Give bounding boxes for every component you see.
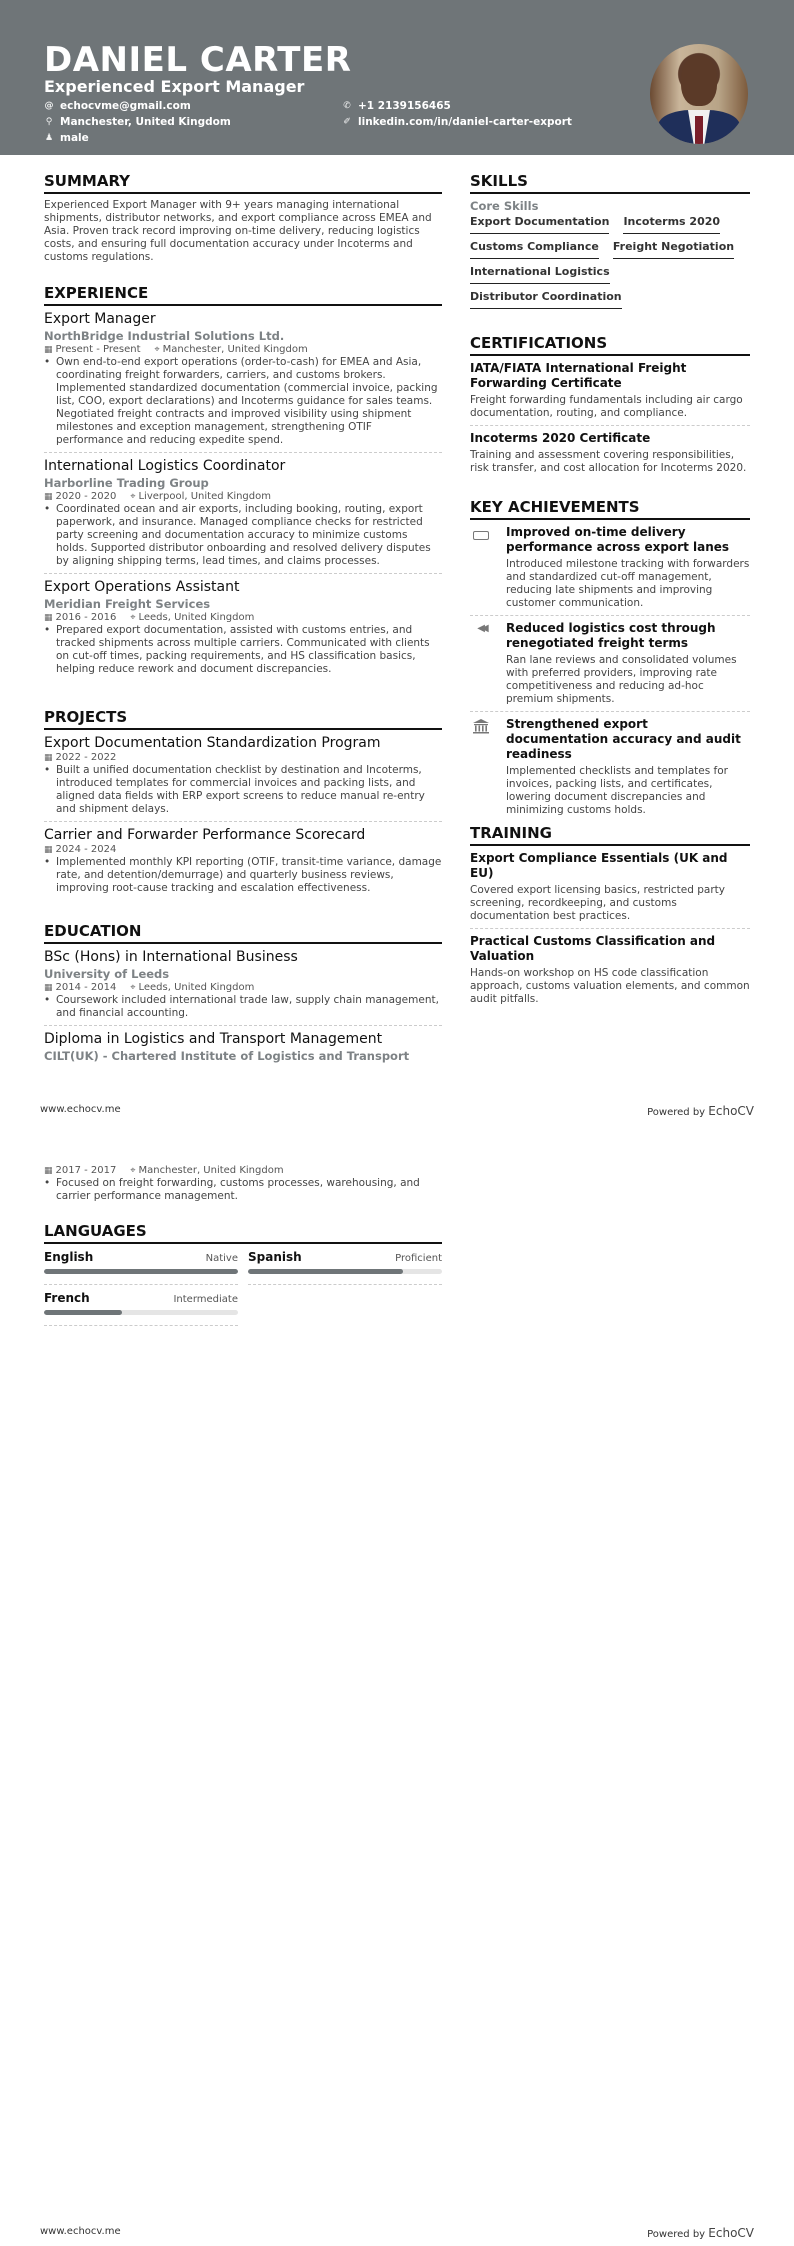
phone-value[interactable]: +1 2139156465	[358, 100, 451, 112]
footer-powered-by: Powered by EchoCV	[647, 1104, 754, 1118]
entry-location: Leeds, United Kingdom	[138, 612, 255, 623]
training-desc: Covered export licensing basics, restricted party screening, recordkeeping, and customs documentation best practices.	[470, 884, 725, 922]
map-pin-icon: ⌖	[154, 345, 160, 355]
entry-meta	[44, 344, 442, 355]
divider	[44, 452, 442, 453]
education-entry-continued	[44, 1164, 442, 1203]
divider	[44, 1325, 238, 1326]
entry-bullet: • Prepared export documentation, assisted with customs entries, and tracked shipments across multiple carriers. Communicated with clients on cut-off times, packing requirements, and HS classification basics, helping reduce rework and document discrepancies.	[44, 624, 430, 675]
section-heading: SUMMARY	[44, 172, 442, 194]
section-heading: TRAINING	[470, 824, 750, 846]
calendar-icon: ▦	[44, 492, 53, 502]
summary-text: Experienced Export Manager with 9+ years managing international shipments, distributor networks, and export compliance across EMEA and Asia. Proven track record improving on-time delivery, reducing logistics costs, and ensuring full documentation accuracy under Incoterms and customs regulations.	[44, 199, 432, 263]
language-item	[44, 1285, 238, 1326]
entry-dates: 2024 - 2024	[55, 844, 117, 855]
achievement-desc: Ran lane reviews and consolidated volumes with preferred providers, improving rate competitiveness and reducing ad-hoc premium shipments.	[506, 654, 737, 705]
language-level: Proficient	[395, 1253, 442, 1264]
training-desc: Hands-on workshop on HS code classification approach, customs valuation elements, and common audit pitfalls.	[470, 967, 750, 1005]
section-heading: SKILLS	[470, 172, 750, 194]
section-heading: LANGUAGES	[44, 1222, 442, 1244]
battery-icon	[470, 525, 492, 610]
achievement-title: Improved on-time delivery performance across export lanes	[506, 525, 730, 554]
entry-bullet: • Built a unified documentation checklist by destination and Incoterms, introduced templates for commercial invoices and packing lists, and aligned data fields with ERP export screens to reduce manual re-entry and shipment delays.	[44, 764, 425, 815]
achievement-entry	[470, 717, 750, 817]
entry-dates: Present - Present	[55, 344, 141, 355]
map-pin-icon: ⌖	[130, 492, 136, 502]
footer-brand[interactable]: EchoCV	[708, 2226, 754, 2240]
calendar-icon: ▦	[44, 845, 53, 855]
at-icon: @	[44, 101, 54, 111]
institution-name: CILT(UK) - Chartered Institute of Logistics and Transport	[44, 1049, 410, 1063]
skill-tag: Export Documentation	[470, 215, 609, 234]
achievements-section	[470, 498, 750, 817]
entry-dates: 2014 - 2014	[55, 982, 117, 993]
contact-phone[interactable]	[342, 100, 451, 112]
entry-location: Manchester, United Kingdom	[162, 344, 308, 355]
footer-site-link[interactable]: www.echocv.me	[40, 1104, 121, 1115]
entry-meta	[44, 752, 442, 763]
language-progress	[44, 1310, 238, 1315]
experience-section	[44, 284, 442, 676]
languages-grid	[44, 1244, 442, 1326]
email-value[interactable]: echocvme@gmail.com	[60, 100, 191, 112]
language-name: English	[44, 1250, 94, 1264]
project-title: Export Documentation Standardization Program	[44, 735, 381, 751]
language-level: Intermediate	[173, 1294, 238, 1305]
rewind-icon: ◀◀	[477, 623, 485, 634]
experience-entry	[44, 458, 442, 574]
link-icon: ✐	[343, 117, 351, 127]
company-name: NorthBridge Industrial Solutions Ltd.	[44, 329, 285, 343]
phone-icon: ✆	[343, 101, 351, 111]
divider	[44, 1025, 442, 1026]
skill-tag: International Logistics	[470, 265, 610, 284]
entry-bullet: • Coursework included international trade law, supply chain management, and financial accounting.	[44, 994, 439, 1019]
entry-meta	[44, 982, 442, 993]
language-progress	[44, 1269, 238, 1274]
entry-location: Manchester, United Kingdom	[138, 1165, 284, 1176]
contact-location	[44, 116, 231, 128]
languages-section	[44, 1222, 442, 1326]
education-entry	[44, 1031, 442, 1063]
section-heading: EXPERIENCE	[44, 284, 442, 306]
experience-entry	[44, 311, 442, 453]
entry-dates: 2017 - 2017	[55, 1165, 117, 1176]
bank-icon	[470, 717, 492, 817]
contact-email[interactable]	[44, 100, 191, 112]
summary-section	[44, 172, 442, 264]
achievement-title: Strengthened export documentation accuracy and audit readiness	[506, 717, 741, 761]
certification-title: Incoterms 2020 Certificate	[470, 431, 651, 445]
education-section	[44, 922, 442, 1063]
certification-entry	[470, 361, 750, 426]
calendar-icon: ▦	[44, 983, 53, 993]
map-pin-icon: ⌖	[130, 613, 136, 623]
projects-section	[44, 708, 442, 895]
company-name: Harborline Trading Group	[44, 476, 209, 490]
training-entry	[470, 934, 750, 1006]
skills-subheading: Core Skills	[470, 199, 539, 213]
certification-desc: Freight forwarding fundamentals including air cargo documentation, routing, and compliance.	[470, 394, 743, 419]
section-heading: EDUCATION	[44, 922, 442, 944]
institution-name: University of Leeds	[44, 967, 170, 981]
resume-header	[0, 0, 794, 155]
skill-tag: Distributor Coordination	[470, 290, 622, 309]
achievement-desc: Implemented checklists and templates for invoices, packing lists, and certificates, lowering document discrepancies and minimizing customs holds.	[506, 765, 728, 816]
map-pin-icon: ⌖	[130, 983, 136, 993]
language-name: French	[44, 1291, 90, 1305]
divider	[470, 711, 750, 712]
candidate-title: Experienced Export Manager	[44, 77, 305, 96]
entry-location: Liverpool, United Kingdom	[138, 491, 271, 502]
training-section	[470, 824, 750, 1006]
project-entry	[44, 735, 442, 822]
language-name: Spanish	[248, 1250, 302, 1264]
experience-entry	[44, 579, 442, 676]
training-title: Practical Customs Classification and Valuation	[470, 934, 716, 963]
calendar-icon: ▦	[44, 1166, 53, 1176]
company-name: Meridian Freight Services	[44, 597, 211, 611]
map-pin-icon: ⚲	[45, 117, 53, 127]
language-progress	[248, 1269, 442, 1274]
contact-gender	[44, 132, 89, 144]
skill-tag: Incoterms 2020	[623, 215, 720, 234]
person-icon: ♟	[44, 133, 54, 143]
entry-meta	[44, 491, 442, 502]
page-footer	[40, 1104, 754, 1118]
language-level: Native	[205, 1253, 238, 1264]
certification-entry	[470, 431, 750, 475]
training-entry	[470, 851, 750, 929]
certification-desc: Training and assessment covering responsibilities, risk transfer, and cost allocation for Incoterms 2020.	[470, 449, 747, 474]
degree-title: Diploma in Logistics and Transport Management	[44, 1031, 383, 1047]
map-pin-icon: ⌖	[130, 1166, 136, 1176]
calendar-icon: ▦	[44, 613, 53, 623]
training-title: Export Compliance Essentials (UK and EU)	[470, 851, 728, 880]
section-heading: PROJECTS	[44, 708, 442, 730]
certifications-section	[470, 334, 750, 475]
footer-powered-by: Powered by EchoCV	[647, 2226, 754, 2240]
achievement-entry	[470, 621, 750, 706]
divider	[44, 821, 442, 822]
divider	[248, 1284, 442, 1285]
footer-brand[interactable]: EchoCV	[708, 1104, 754, 1118]
job-title: International Logistics Coordinator	[44, 458, 286, 474]
divider	[470, 425, 750, 426]
skill-tag: Freight Negotiation	[613, 240, 734, 259]
contact-linkedin[interactable]	[342, 116, 572, 128]
degree-title: BSc (Hons) in International Business	[44, 949, 298, 965]
skill-tag: Customs Compliance	[470, 240, 599, 259]
profile-photo	[650, 44, 748, 144]
achievement-title: Reduced logistics cost through renegotiated freight terms	[506, 621, 716, 650]
entry-location: Leeds, United Kingdom	[138, 982, 255, 993]
entry-bullet: • Implemented monthly KPI reporting (OTIF, transit-time variance, damage rate, and detention/demurrage) and quarterly business reviews, improving root-cause tracking and escalation effectiveness.	[44, 856, 442, 894]
footer-site-link[interactable]: www.echocv.me	[40, 2226, 121, 2237]
language-item	[248, 1244, 442, 1285]
achievement-desc: Introduced milestone tracking with forwarders and standardized cut-off management, reducing late shipments and improving customer communication.	[506, 558, 750, 609]
certification-title: IATA/FIATA International Freight Forwarding Certificate	[470, 361, 687, 390]
divider	[470, 928, 750, 929]
entry-dates: 2020 - 2020	[55, 491, 117, 502]
section-heading: KEY ACHIEVEMENTS	[470, 498, 750, 520]
entry-dates: 2022 - 2022	[55, 752, 117, 763]
skills-section	[470, 172, 750, 315]
entry-bullet: • Own end-to-end export operations (order-to-cash) for EMEA and Asia, coordinating freight forwarders, carriers, and customs brokers. Implemented standardized documentation (commercial invoice, packing list, COO, export declarations) and Incoterms guidance for sales teams. Negotiated freight contracts and improved visibility using shipment milestones and exception management, strengthening OTIF performance and reducing expedite spend.	[44, 356, 438, 446]
entry-meta	[44, 1165, 442, 1176]
project-title: Carrier and Forwarder Performance Scorecard	[44, 827, 366, 843]
divider	[44, 573, 442, 574]
page-footer	[40, 2226, 754, 2240]
skills-list	[470, 215, 750, 315]
entry-meta	[44, 612, 442, 623]
section-heading: CERTIFICATIONS	[470, 334, 750, 356]
project-entry	[44, 827, 442, 895]
location-value: Manchester, United Kingdom	[60, 116, 231, 128]
entry-dates: 2016 - 2016	[55, 612, 117, 623]
job-title: Export Manager	[44, 311, 156, 327]
language-item	[44, 1244, 238, 1285]
entry-bullet: • Focused on freight forwarding, customs processes, warehousing, and carrier performance management.	[44, 1177, 420, 1202]
education-entry	[44, 949, 442, 1026]
candidate-name: DANIEL CARTER	[44, 40, 352, 80]
achievement-entry	[470, 525, 750, 610]
entry-bullet: • Coordinated ocean and air exports, including booking, routing, export paperwork, and insurance. Managed compliance checks for restricted party screening and documentation accuracy to minimize customs holds. Supported distributor onboarding and resolved delivery disputes by aligning shipping terms, lead times, and claims processes.	[44, 503, 431, 567]
linkedin-value[interactable]: linkedin.com/in/daniel-carter-export	[358, 116, 572, 128]
calendar-icon: ▦	[44, 345, 53, 355]
calendar-icon: ▦	[44, 753, 53, 763]
gender-value: male	[60, 132, 89, 144]
entry-meta	[44, 844, 442, 855]
job-title: Export Operations Assistant	[44, 579, 240, 595]
divider	[470, 615, 750, 616]
